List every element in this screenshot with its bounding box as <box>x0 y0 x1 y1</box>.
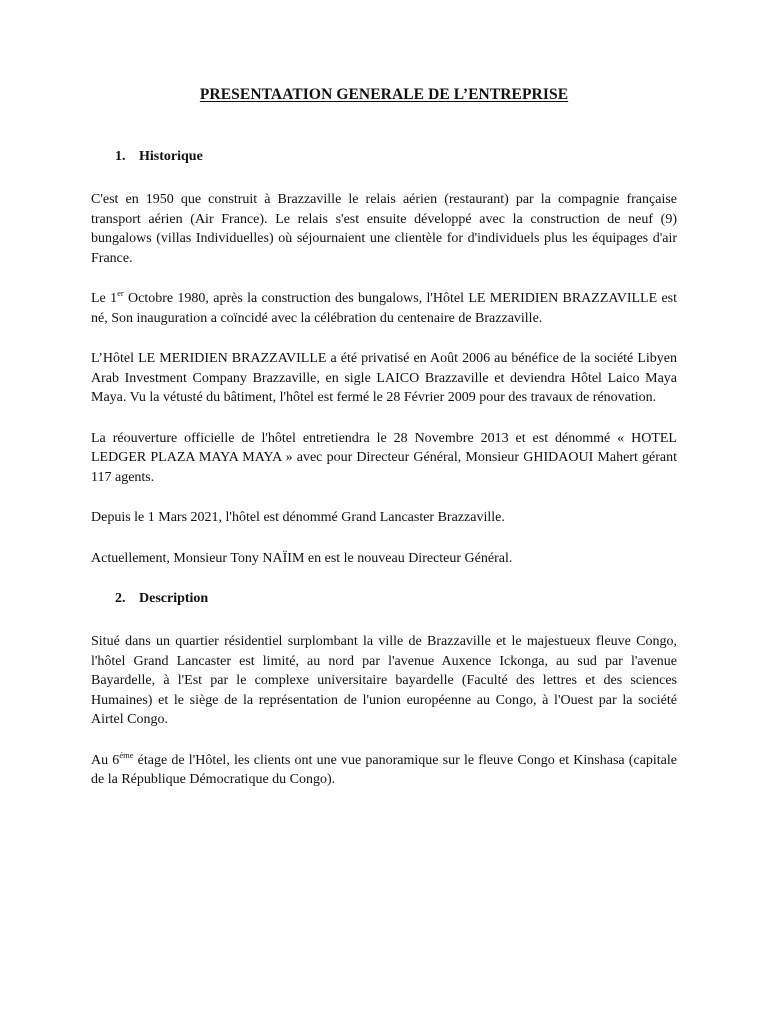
section-number: 2. <box>115 591 126 606</box>
paragraph-text-after: Octobre 1980, après la construction des bungalows, l'Hôtel LE MERIDIEN BRAZZAVILLE est né, Son inauguration a coïncidé avec la célébration du centenaire de Brazzaville. <box>91 291 678 326</box>
paragraph-historique-2 <box>91 289 677 328</box>
paragraph-historique-4: La réouverture officielle de l'hôtel entretiendra le 28 Novembre 2013 et est dénommé « HOTEL LEDGER PLAZA MAYA MAYA » avec pour Directeur Général, Monsieur GHIDAOUI Mahert gérant 117 agents. <box>91 430 677 485</box>
paragraph-historique-6: Actuellement, Monsieur Tony NAÏIM en est le nouveau Directeur Général. <box>91 550 513 566</box>
section-number: 1. <box>115 149 126 164</box>
section-heading-historique <box>91 147 677 167</box>
paragraph-description-2 <box>91 751 677 790</box>
section-title: Description <box>139 591 209 606</box>
paragraph-text-before: Au 6 <box>91 752 120 768</box>
paragraph-description-1: Situé dans un quartier résidentiel surplombant la ville de Brazzaville et le majestueux fleuve Congo, l'hôtel Grand Lancaster est limité, au nord par l'avenue Auxence Ickonga, au sud par l'avenue Bayardelle, à l'Est par le complexe universitaire bayardelle (Faculté des lettres et des sciences Humaines) et le siège de la représentation de l'union européenne au Congo, à l'Ouest par la société Airtel Congo. <box>91 634 677 727</box>
paragraph-text-before: Le 1 <box>91 291 118 306</box>
superscript-ordinal: er <box>117 288 124 298</box>
section-title: Historique <box>139 149 203 164</box>
paragraph-text-after: étage de l'Hôtel, les clients ont une vue panoramique sur le fleuve Congo et Kinshasa (capitale de la République Démocratique du Congo). <box>91 752 677 787</box>
document-title: PRESENTAATION GENERALE DE L’ENTREPRISE <box>199 86 569 103</box>
document-page <box>91 86 677 811</box>
superscript-ordinal: éme <box>119 749 134 760</box>
section-heading-description <box>91 589 677 609</box>
paragraph-historique-5: Depuis le 1 Mars 2021, l'hôtel est dénommé Grand Lancaster Brazzaville. <box>91 510 505 525</box>
paragraph-historique-1: C'est en 1950 que construit à Brazzaville le relais aérien (restaurant) par la compagnie française transport aérien (Air France). Le relais s'est ensuite développé avec la construction de neuf (9) bungalows (villas Individuelles) où séjournaient une clientèle for d'individuels plus les équipages d'air France. <box>91 192 677 266</box>
paragraph-historique-3: L’Hôtel LE MERIDIEN BRAZZAVILLE a été privatisé en Août 2006 au bénéfice de la société Libyen Arab Investment Company Brazzaville, en sigle LAICO Brazzaville et deviendra Hôtel Laico Maya Maya. Vu la vétusté du bâtiment, l'hôtel est fermé le 28 Février 2009 pour des travaux de rénovation. <box>91 351 677 405</box>
